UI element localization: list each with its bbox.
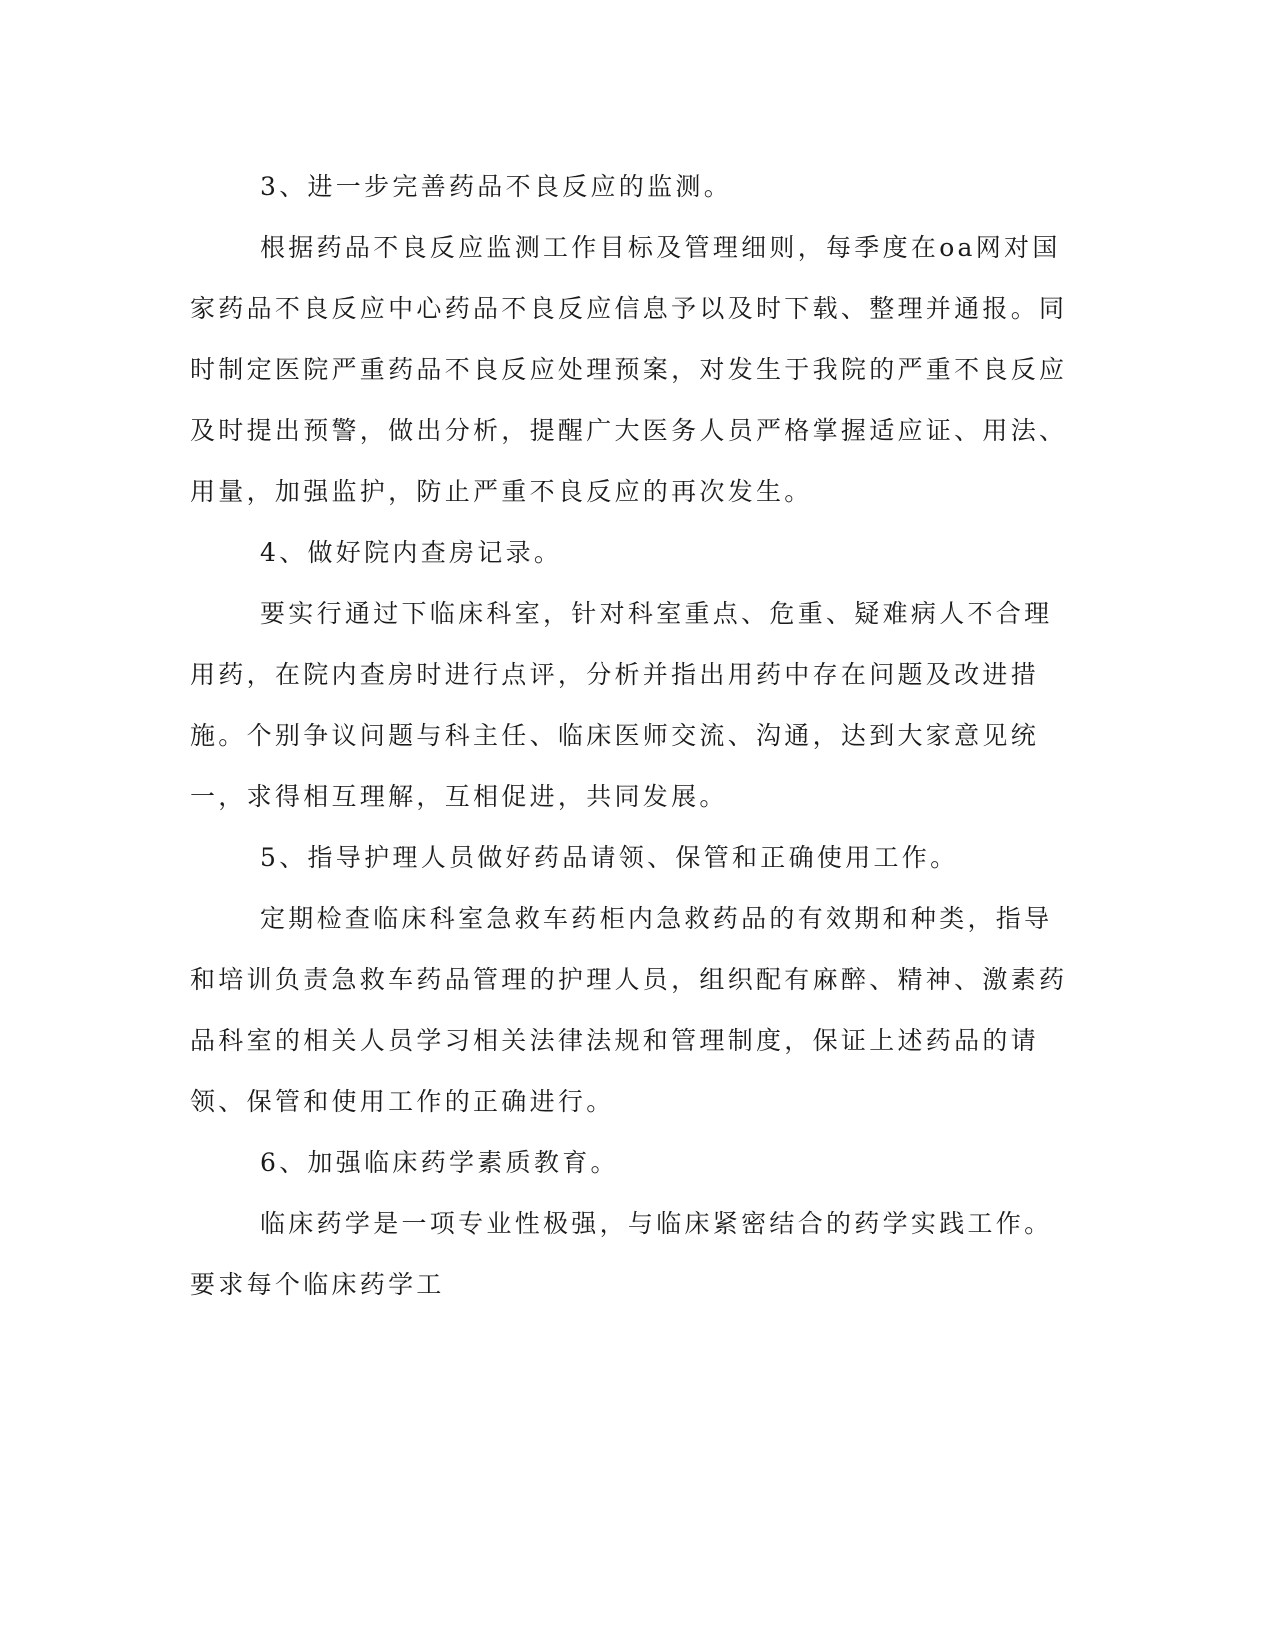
- text-line: 要求每个临床药学工: [190, 1270, 445, 1299]
- text-line: 要实行通过下临床科室，针对科室重点、危重、疑难病人不合理: [260, 599, 1053, 628]
- text-line: 定期检查临床科室急救车药柜内急救药品的有效期和种类，指导: [260, 904, 1053, 933]
- text-line: 一，求得相互理解，互相促进，共同发展。: [190, 782, 728, 811]
- text-line: 和培训负责急救车药品管理的护理人员，组织配有麻醉、精神、激素: [190, 965, 1040, 994]
- text-line: 药品科室的相关人员学习相关法律法规和管理制度，保证上述药品的: [190, 965, 1068, 1055]
- section-body-6: [190, 1193, 1075, 1315]
- section-heading-4: 4、做好院内查房记录。: [260, 538, 563, 567]
- section-heading-3: 3、进一步完善药品不良反应的监测。: [260, 172, 733, 201]
- text-line: 临床药学是一项专业性极强，与临床紧密结合的药学实践工作。: [260, 1209, 1053, 1238]
- text-line: 。同时制定医院严重药品不良反应处理预案，对发生于我院的严重不: [190, 294, 1068, 384]
- text-line: 良反应及时提出预警，做出分析，提醒广大医务人员严格掌握适应证: [190, 355, 1068, 445]
- text-line: 用药，在院内查房时进行点评，分析并指出用药中存在问题及改进措: [190, 660, 1040, 689]
- text-line: 根据药品不良反应监测工作目标及管理细则，每季度在oa网对: [260, 233, 1033, 262]
- text-line: 请领、保管和使用工作的正确进行。: [190, 1026, 1040, 1116]
- section-body-4: [190, 583, 1075, 827]
- text-line: 施。个别争议问题与科主任、临床医师交流、沟通，达到大家意见统: [190, 721, 1040, 750]
- document-body: [190, 156, 1075, 1315]
- section-heading-5: 5、指导护理人员做好药品请领、保管和正确使用工作。: [260, 843, 959, 872]
- section-heading-6: 6、加强临床药学素质教育。: [260, 1148, 619, 1177]
- text-line: 、用法、用量，加强监护，防止严重不良反应的再次发生。: [190, 416, 1068, 506]
- text-line: 国家药品不良反应中心药品不良反应信息予以及时下载、整理并通报: [190, 233, 1061, 323]
- section-body-3: [190, 217, 1075, 522]
- section-body-5: [190, 888, 1075, 1132]
